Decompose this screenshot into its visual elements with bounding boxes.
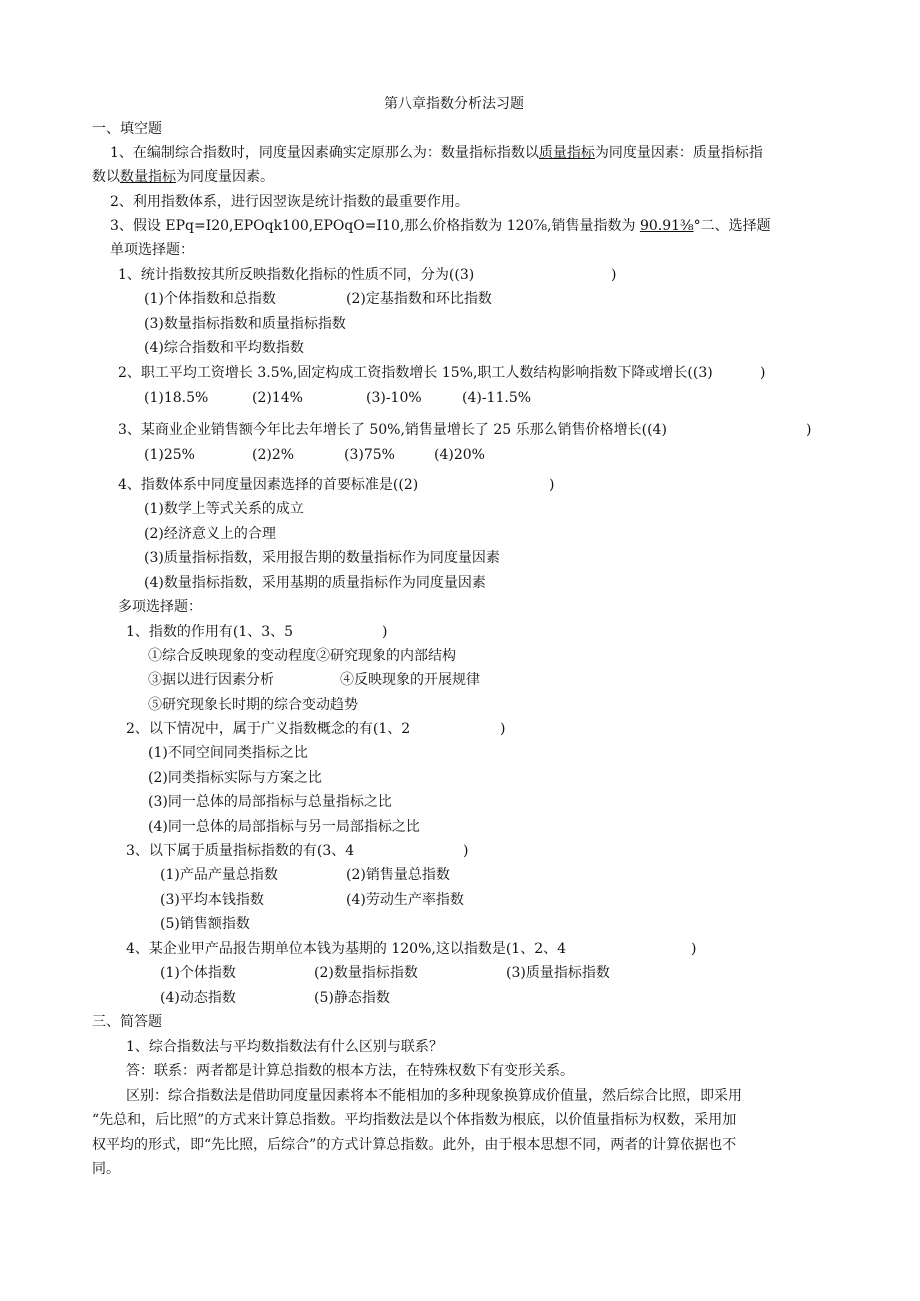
page-title: 第八章指数分析法习题 [384, 96, 524, 112]
short-answer-a1-difference-line4: 同。 [92, 1161, 120, 1177]
multi-q3-option-1: (1)产品产量总指数 [160, 867, 278, 883]
multi-q1-stem: 1、指数的作用有(1、3、5 [126, 624, 294, 640]
multi-q4-stem: 4、某企业甲产品报告期单位本钱为基期的 120%,这以指数是(1、2、4 [126, 941, 567, 957]
short-answer-q1: 1、综合指数法与平均数指数法有什么区别与联系？ [126, 1039, 443, 1055]
fill-q1-text-b: 为同度量因素：质量指标指 [594, 145, 763, 161]
fill-q1-text-d: 为同度量因素。 [176, 169, 274, 185]
single-q1-option-3: (3)数量指标指数和质量指标指数 [144, 316, 346, 332]
section-short-answer-heading: 三、简答题 [92, 1014, 162, 1030]
single-q1-close: ) [611, 267, 617, 283]
short-answer-a1-difference-line3: 权平均的形式，即“先比照，后综合”的方式计算总指数。此外，由于根本思想不同，两者的计算依据也不 [92, 1137, 737, 1153]
single-q1-stem: 1、统计指数按其所反映指数化指标的性质不同，分为((3) [118, 267, 475, 283]
multi-q4-option-1: (1)个体指数 [160, 965, 236, 981]
single-q2-option-4: (4)-11.5% [462, 390, 532, 406]
short-answer-a1-connection: 答：联系：两者都是计算总指数的根本方法，在特殊权数下有变形关系。 [126, 1063, 574, 1079]
multi-q3-option-5: (5)销售额指数 [160, 916, 250, 932]
single-q4-option-2: (2)经济意义上的合理 [144, 526, 276, 542]
multi-q1-option-4: ④反映现象的开展规律 [340, 672, 480, 688]
multi-q1-option-5: ⑤研究现象长时期的综合变动趋势 [148, 697, 358, 713]
multi-q4-option-4: (4)动态指数 [160, 990, 236, 1006]
multi-q4-option-2: (2)数量指标指数 [314, 965, 418, 981]
single-q3-stem: 3、某商业企业销售额今年比去年增长了 50%,销售量增长了 25 乐那么销售价格增长((4) [118, 422, 667, 438]
section-fill-heading: 一、填空题 [92, 121, 162, 137]
multi-q3-option-4: (4)劳动生产率指数 [346, 892, 464, 908]
single-q3-option-3: (3)75% [344, 447, 395, 463]
single-q4-close: ) [549, 477, 555, 493]
fill-q1-answer-1: 质量指标 [538, 145, 595, 161]
multi-q2-option-3: (3)同一总体的局部指标与总量指标之比 [148, 794, 392, 810]
fill-q2: 2、利用指数体系，进行因翌诙是统计指数的最重要作用。 [110, 194, 469, 210]
fill-q1-text-c: 数以 [92, 169, 120, 185]
multi-q3-close: ) [463, 843, 469, 859]
multi-q1-options-1-2: ①综合反映现象的变动程度②研究现象的内部结构 [148, 648, 456, 664]
single-q3-option-2: (2)2% [252, 447, 295, 463]
multi-q1-close: ) [382, 624, 388, 640]
multi-q1-option-3: ③据以进行因素分析 [148, 672, 274, 688]
single-choice-heading: 单项选择题： [110, 242, 194, 258]
multi-q3-option-3: (3)平均本钱指数 [160, 892, 264, 908]
multi-q2-stem: 2、以下情况中，属于广义指数概念的有(1、2 [126, 721, 411, 737]
single-q4-option-3: (3)质量指标指数，采用报告期的数量指标作为同度量因素 [144, 550, 500, 566]
fill-q1-line1 [110, 143, 763, 163]
short-answer-a1-difference-line2: “先总和，后比照”的方式来计算总指数。平均指数法是以个体指数为根底，以价值量指标为权数，采用加 [92, 1112, 737, 1128]
multi-choice-heading: 多项选择题： [118, 599, 202, 615]
single-q3-option-1: (1)25% [144, 447, 195, 463]
single-q1-option-4: (4)综合指数和平均数指数 [144, 340, 304, 356]
fill-q3-text-a: 3、假设 EPq=I20,EPOqk100,EPOqO=I10,那么价格指数为 120⅞,销售量指数为 [110, 218, 640, 234]
multi-q4-option-5: (5)静态指数 [314, 990, 390, 1006]
multi-q4-option-3: (3)质量指标指数 [506, 965, 610, 981]
fill-q1-answer-2: 数量指标 [120, 169, 176, 185]
single-q2-option-3: (3)-10% [366, 390, 422, 406]
fill-q3-answer: 90.91⅜ [639, 218, 694, 234]
multi-q3-option-2: (2)销售量总指数 [346, 867, 450, 883]
single-q2-stem: 2、职工平均工资增长 3.5%,固定构成工资指数增长 15%,职工人数结构影响指数下降或增长((3) [118, 365, 713, 381]
single-q2-option-2: (2)14% [252, 390, 303, 406]
single-q4-option-1: (1)数学上等式关系的成立 [144, 501, 304, 517]
multi-q4-close: ) [691, 941, 697, 957]
single-q3-option-4: (4)20% [434, 447, 485, 463]
single-q1-option-1: (1)个体指数和总指数 [144, 291, 276, 307]
single-q3-close: ) [806, 422, 812, 438]
fill-q3 [110, 216, 771, 236]
short-answer-a1-difference-line1: 区别：综合指数法是借助同度量因素将本不能相加的多种现象换算成价值量，然后综合比照，即采用 [126, 1088, 742, 1104]
multi-q3-stem: 3、以下属于质量指标指数的有(3、4 [126, 843, 355, 859]
multi-q2-option-1: (1)不同空间同类指标之比 [148, 745, 308, 761]
multi-q2-option-4: (4)同一总体的局部指标与另一局部指标之比 [148, 819, 420, 835]
fill-q3-text-b: °二、选择题 [693, 218, 771, 234]
single-q2-option-1: (1)18.5% [144, 390, 209, 406]
multi-q2-option-2: (2)同类指标实际与方案之比 [148, 770, 322, 786]
single-q4-stem: 4、指数体系中同度量因素选择的首要标准是((2) [118, 477, 419, 493]
fill-q1-text-a: 1、在编制综合指数时，同度量因素确实定原那么为：数量指标指数以 [110, 145, 539, 161]
single-q1-option-2: (2)定基指数和环比指数 [346, 291, 492, 307]
multi-q2-close: ) [500, 721, 506, 737]
fill-q1-line2 [92, 167, 274, 187]
single-q2-close: ) [760, 365, 766, 381]
single-q4-option-4: (4)数量指标指数，采用基期的质量指标作为同度量因素 [144, 575, 486, 591]
